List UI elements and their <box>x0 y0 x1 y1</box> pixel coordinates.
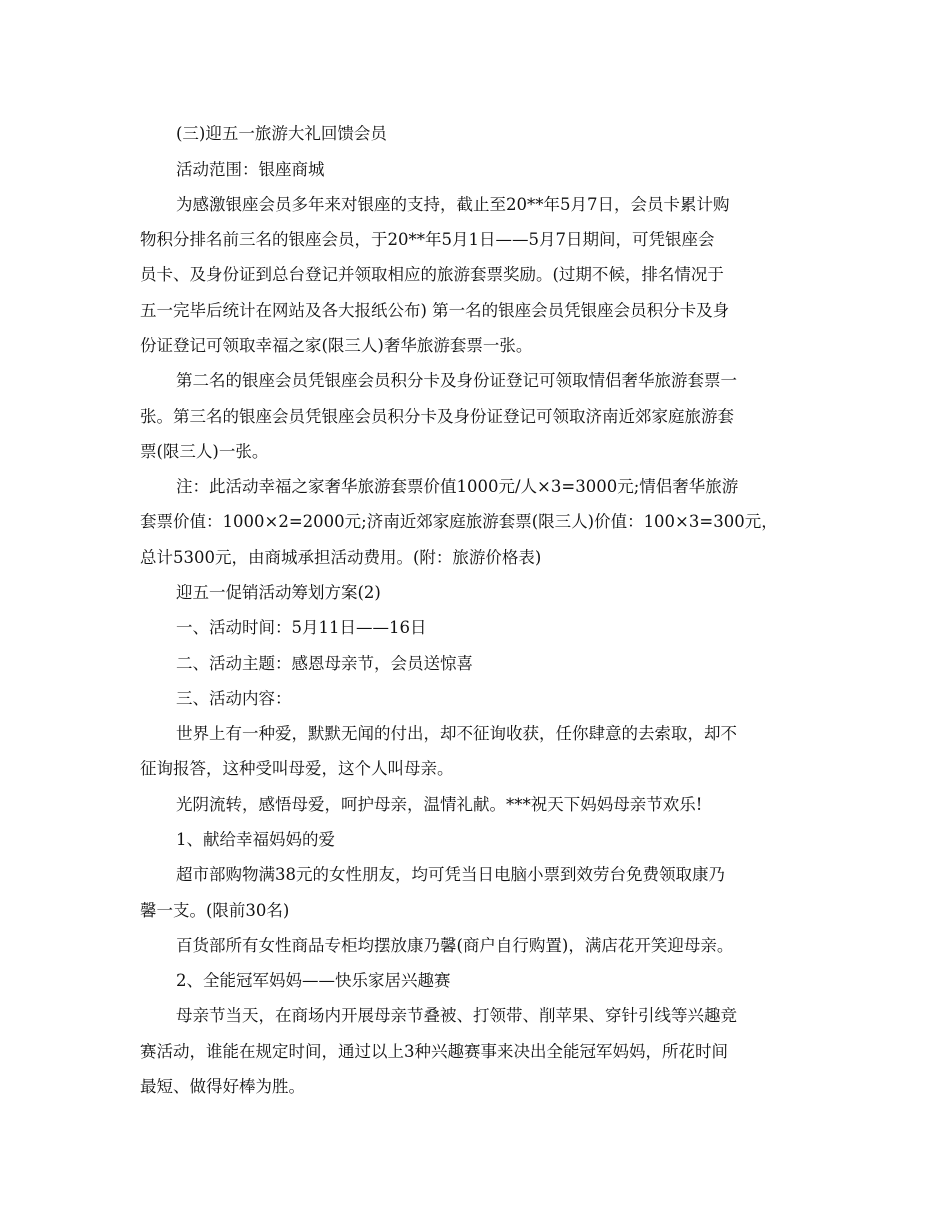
paragraph-line: 母亲节当天，在商场内开展母亲节叠被、打领带、削苹果、穿针引线等兴趣竞 <box>176 1006 737 1025</box>
paragraph-line: 套票价值：1000×2=2000元;济南近郊家庭旅游套票(限三人)价值：100×3=300元， <box>140 512 778 531</box>
list-item: 2、全能冠军妈妈——快乐家居兴趣赛 <box>176 971 451 990</box>
paragraph-line: 赛活动，谁能在规定时间，通过以上3种兴趣赛事来决出全能冠军妈妈，所花时间 <box>140 1042 728 1061</box>
paragraph-line: 最短、做得好棒为胜。 <box>140 1077 305 1096</box>
paragraph-line: 第二名的银座会员凭银座会员积分卡及身份证登记可领取情侣奢华旅游套票一 <box>176 371 737 390</box>
section-heading: 迎五一促销活动筹划方案(2) <box>176 583 381 602</box>
paragraph-line: 活动范围：银座商城 <box>176 160 325 179</box>
paragraph-line: 份证登记可领取幸福之家(限三人)奢华旅游套票一张。 <box>140 336 533 355</box>
section-heading: (三)迎五一旅游大礼回馈会员 <box>176 124 387 143</box>
list-item: 三、活动内容： <box>176 689 292 708</box>
paragraph-line: 征询报答，这种受叫母爱，这个人叫母亲。 <box>140 759 454 778</box>
paragraph-line: 五一完毕后统计在网站及各大报纸公布) 第一名的银座会员凭银座会员积分卡及身 <box>140 301 730 320</box>
paragraph-line: 票(限三人)一张。 <box>140 442 269 461</box>
paragraph-line: 超市部购物满38元的女性朋友，均可凭当日电脑小票到效劳台免费领取康乃 <box>176 865 725 884</box>
paragraph-line: 为感激银座会员多年来对银座的支持，截止至20**年5月7日，会员卡累计购 <box>176 195 730 214</box>
paragraph-line: 注：此活动幸福之家奢华旅游套票价值1000元/人×3=3000元;情侣奢华旅游 <box>176 477 739 496</box>
list-item: 1、献给幸福妈妈的爱 <box>176 830 335 849</box>
paragraph-line: 张。第三名的银座会员凭银座会员积分卡及身份证登记可领取济南近郊家庭旅游套 <box>140 407 734 426</box>
paragraph-line: 馨一支。(限前30名) <box>140 901 290 920</box>
paragraph-line: 员卡、及身份证到总台登记并领取相应的旅游套票奖励。(过期不候，排名情况于 <box>140 265 724 284</box>
paragraph-line: 世界上有一种爱，默默无闻的付出，却不征询收获，任你肆意的去索取，却不 <box>176 724 737 743</box>
paragraph-line: 光阴流转，感悟母爱，呵护母亲，温情礼献。***祝天下妈妈母亲节欢乐! <box>176 795 703 814</box>
list-item: 二、活动主题：感恩母亲节，会员送惊喜 <box>176 654 473 673</box>
paragraph-line: 物积分排名前三名的银座会员，于20**年5月1日——5月7日期间，可凭银座会 <box>140 230 715 249</box>
paragraph-line: 百货部所有女性商品专柜均摆放康乃馨(商户自行购置)，满店花开笑迎母亲。 <box>176 936 734 955</box>
list-item: 一、活动时间：5月11日——16日 <box>176 618 427 637</box>
paragraph-line: 总计5300元，由商城承担活动费用。(附：旅游价格表) <box>140 548 542 567</box>
